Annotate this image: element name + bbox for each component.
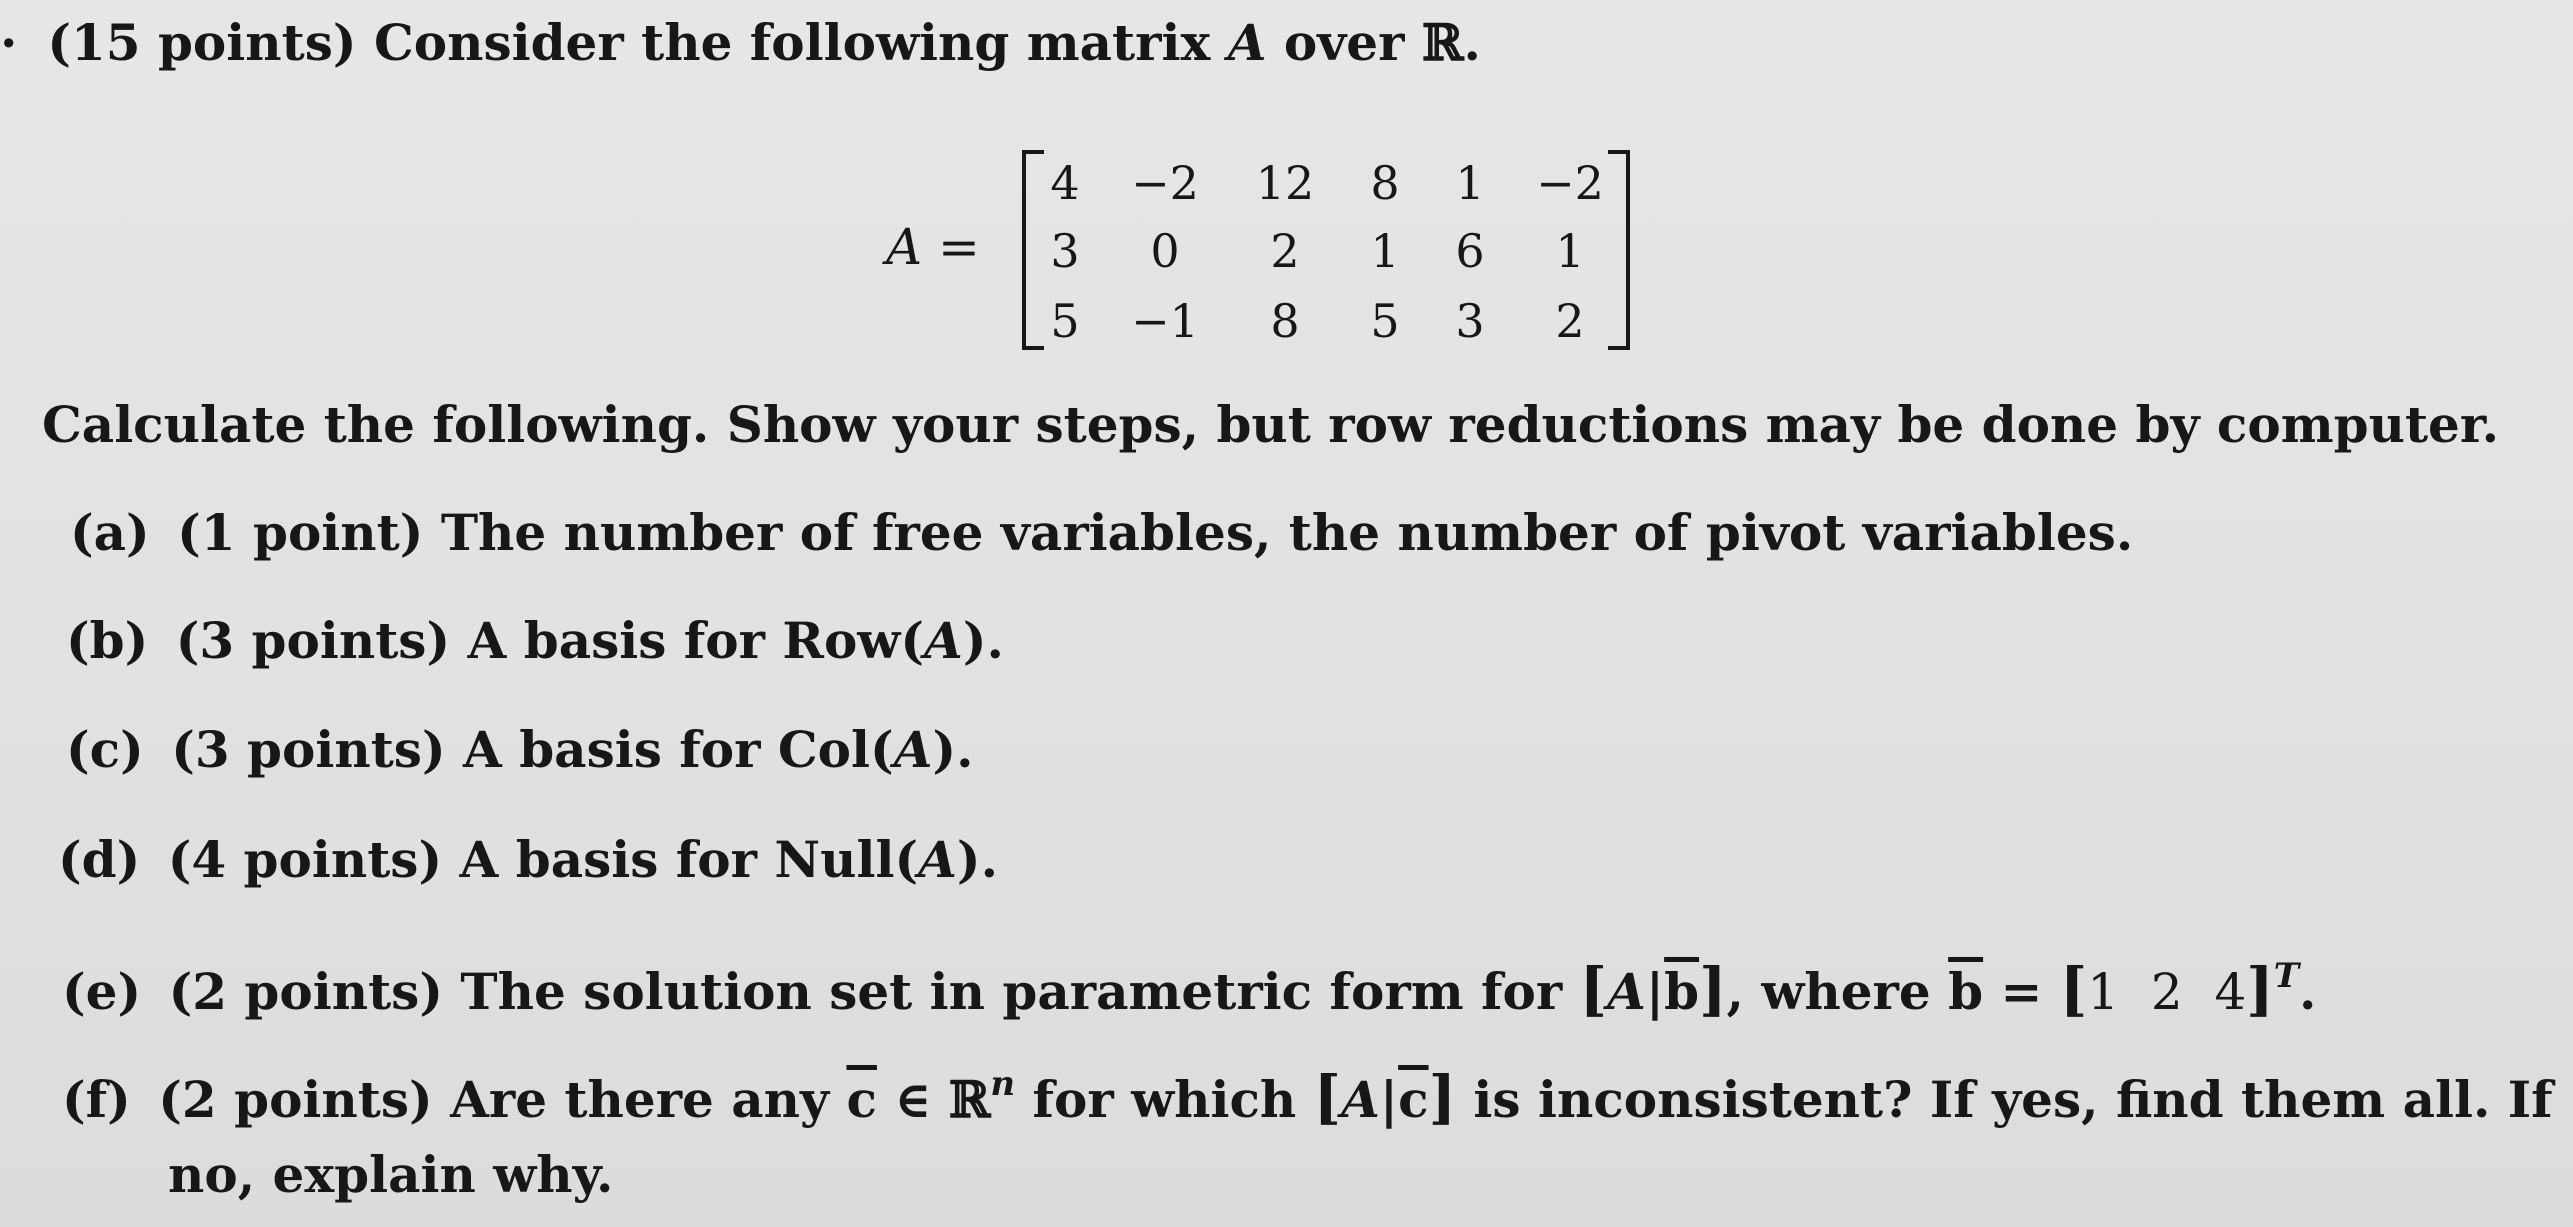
part-b (66, 611, 1004, 670)
part-e-aug-bar: | (1645, 962, 1665, 1021)
matrix-cell: −1 (1131, 294, 1199, 348)
part-f-text-c: is inconsistent? If yes, find them all. If (1456, 1070, 2553, 1129)
problem-points: (15 points) (47, 13, 357, 72)
part-e-vec-open: [ (2059, 955, 2088, 1023)
part-c-text: A basis for Col( (445, 720, 894, 779)
part-b-letter: (b) (66, 611, 149, 670)
matrix-cell: 12 (1255, 156, 1315, 210)
matrix-cell: 0 (1150, 224, 1180, 278)
part-f-in: ∈ (876, 1070, 949, 1129)
part-e-aug-open: [ (1579, 955, 1608, 1023)
matrix-cell: 6 (1455, 224, 1485, 278)
problem-intro-end: . (1463, 13, 1481, 72)
part-c (66, 720, 974, 779)
part-a-points: (1 point) (177, 503, 424, 562)
part-a-text: The number of free variables, the number of pivot variables. (423, 503, 2134, 562)
matrix-cell: 3 (1455, 294, 1485, 348)
part-e-aug-var: A (1607, 962, 1646, 1021)
part-c-points: (3 points) (171, 720, 446, 779)
part-b-var: A (924, 611, 963, 670)
part-d-var: A (918, 830, 957, 889)
part-e-text: The solution set in parametric form for (442, 962, 1580, 1021)
matrix-cell: 1 (1555, 224, 1585, 278)
matrix-lhs: A = (886, 218, 980, 276)
part-e-vec-close: ] (2246, 955, 2274, 1023)
part-f-letter: (f) (62, 1070, 131, 1129)
part-f-aug-var: A (1341, 1070, 1380, 1129)
matrix-cell: 2 (1555, 294, 1585, 348)
matrix-cell: 5 (1050, 294, 1080, 348)
part-e-transpose: T (2273, 956, 2300, 996)
matrix-cell: −2 (1131, 156, 1199, 210)
matrix-cell: 2 (1270, 224, 1300, 278)
matrix-cell: 3 (1050, 224, 1080, 278)
problem-bullet: · (0, 13, 18, 72)
part-f-points: (2 points) (158, 1070, 433, 1129)
part-e-vec: $\overline{b}$ (1948, 962, 1984, 1021)
part-e-aug-vec: $\overline{b}$ (1664, 962, 1700, 1021)
problem-intro-var: A (1227, 13, 1267, 72)
part-f-line2: no, explain why. (168, 1145, 614, 1204)
part-c-letter: (c) (66, 720, 144, 779)
instruction-text: Calculate the following. Show your steps, but row reductions may be done by computer. (42, 395, 2500, 454)
part-e-aug-close: ] (1699, 955, 1727, 1023)
part-d-text: A basis for Null( (442, 830, 919, 889)
part-a-letter: (a) (70, 503, 150, 562)
part-e-letter: (e) (62, 962, 142, 1021)
part-f-aug-open: [ (1313, 1063, 1342, 1131)
part-f-exp: n (990, 1064, 1016, 1104)
part-f-aug-bar: | (1379, 1070, 1399, 1129)
problem-intro-over: over (1266, 13, 1422, 72)
part-a (70, 503, 2134, 562)
part-c-end: ). (932, 720, 974, 779)
part-e-eq: = (1983, 962, 2060, 1021)
part-b-text: A basis for Row( (450, 611, 925, 670)
part-f (62, 1063, 2553, 1131)
part-e-end: . (2299, 962, 2317, 1021)
part-b-points: (3 points) (175, 611, 451, 670)
matrix-cell: −2 (1536, 156, 1604, 210)
matrix-cell: 8 (1270, 294, 1300, 348)
part-e-vec-values: 1 2 4 (2087, 963, 2247, 1021)
problem-header (0, 13, 1481, 72)
matrix-cell: 5 (1370, 294, 1400, 348)
part-e-points: (2 points) (168, 962, 443, 1021)
part-d (58, 830, 998, 889)
part-c-var: A (893, 720, 933, 779)
part-f-field: ℝ (948, 1070, 991, 1129)
part-d-end: ). (956, 830, 998, 889)
part-f-aug-close: ] (1428, 1063, 1457, 1131)
problem-intro: Consider the following matrix (356, 13, 1228, 72)
matrix-cell: 8 (1370, 156, 1400, 210)
matrix-cell: 4 (1050, 156, 1080, 210)
part-b-end: ). (962, 611, 1004, 670)
part-f-text: Are there any (432, 1070, 847, 1129)
part-f-for: for which (1015, 1070, 1314, 1129)
part-f-vec: $\overline{c}$ (846, 1070, 877, 1129)
part-d-points: (4 points) (167, 830, 443, 889)
matrix-cell: 1 (1455, 156, 1485, 210)
part-f-aug-vec: $\overline{c}$ (1398, 1070, 1429, 1129)
part-d-letter: (d) (58, 830, 141, 889)
part-e (62, 955, 2317, 1023)
problem-intro-field: ℝ (1421, 13, 1464, 72)
part-e-where: , where (1726, 962, 1949, 1021)
matrix-cell: 1 (1370, 224, 1400, 278)
